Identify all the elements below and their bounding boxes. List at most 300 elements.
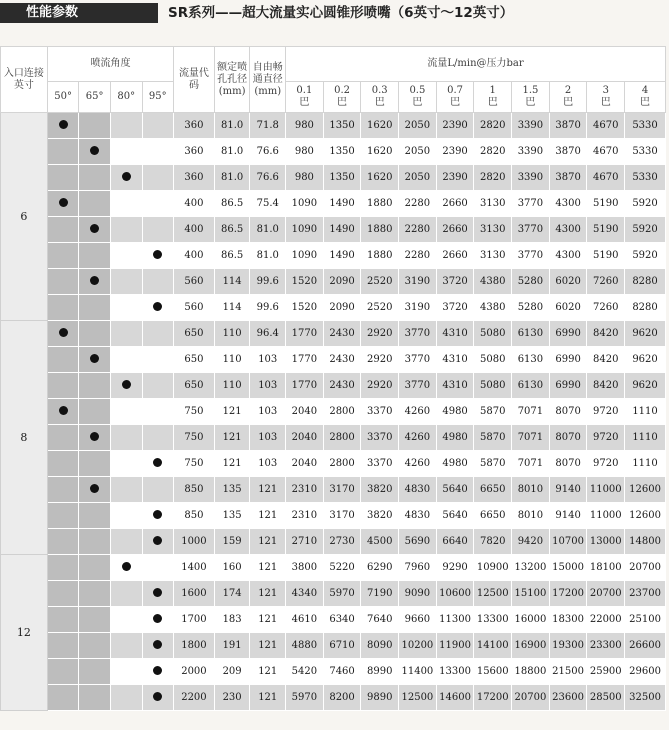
- flow-cell: 2820: [474, 165, 512, 191]
- angle-cell: [79, 295, 111, 321]
- angle-marker-dot-icon: [90, 432, 99, 441]
- flow-cell: 6020: [549, 295, 587, 321]
- flow-cell: 13000: [587, 529, 625, 555]
- flow-cell: 3370: [361, 425, 399, 451]
- pressure-unit: 巴: [600, 97, 611, 108]
- orifice-cell: 121: [214, 451, 250, 477]
- flow-cell: 4980: [436, 425, 474, 451]
- pressure-value: 1: [489, 85, 496, 96]
- flow-cell: 2520: [361, 269, 399, 295]
- spray-angle-header: 喷流角度: [47, 47, 173, 82]
- angle-marker-dot-icon: [153, 640, 162, 649]
- flow-cell: 3720: [436, 269, 474, 295]
- passage-cell: 103: [250, 347, 286, 373]
- orifice-cell: 110: [214, 347, 250, 373]
- table-row: [1, 399, 666, 425]
- flow-cell: 5330: [625, 165, 666, 191]
- orifice-cell: 209: [214, 659, 250, 685]
- table-row: [1, 321, 666, 347]
- flow-cell: 5970: [323, 581, 361, 607]
- angle-cell: [79, 555, 111, 581]
- pressure-header-9: [625, 82, 666, 113]
- pressure-value: 0.2: [334, 85, 350, 96]
- angle-cell: [47, 607, 79, 633]
- orifice-cell: 174: [214, 581, 250, 607]
- orifice-cell: 160: [214, 555, 250, 581]
- flow-cell: 25100: [625, 607, 666, 633]
- flow-cell: 5970: [286, 685, 324, 711]
- pressure-value: 2: [564, 85, 572, 96]
- flow-cell: 1520: [286, 269, 324, 295]
- angle-cell: [47, 555, 79, 581]
- flow-cell: 5190: [587, 217, 625, 243]
- section-tag: 性能参数: [0, 3, 158, 23]
- flow-cell: 26600: [625, 633, 666, 659]
- angle-cell: [79, 243, 111, 269]
- flow-cell: 4670: [587, 165, 625, 191]
- flow-cell: 2050: [399, 165, 437, 191]
- flow-cell: 2430: [323, 321, 361, 347]
- flow-cell: 8280: [625, 269, 666, 295]
- flow-cell: 5640: [436, 503, 474, 529]
- flow-cell: 3370: [361, 399, 399, 425]
- flow-cell: 4310: [436, 347, 474, 373]
- flow-cell: 4380: [474, 295, 512, 321]
- flow-cell: 1110: [625, 399, 666, 425]
- passage-cell: 76.6: [250, 165, 286, 191]
- angle-marker-dot-icon: [59, 120, 68, 129]
- angle-marker-dot-icon: [153, 692, 162, 701]
- flow-cell: 18100: [587, 555, 625, 581]
- flow-cell: 6640: [436, 529, 474, 555]
- flow-cell: 2800: [323, 425, 361, 451]
- flow-cell: 7640: [361, 607, 399, 633]
- orifice-cell: 86.5: [214, 191, 250, 217]
- flow-cell: 1520: [286, 295, 324, 321]
- flow-cell: 8010: [512, 477, 550, 503]
- passage-cell: 99.6: [250, 295, 286, 321]
- pressure-value: 0.1: [296, 85, 313, 96]
- angle-cell: [47, 139, 79, 165]
- orifice-cell: 159: [214, 529, 250, 555]
- flow-cell: 14600: [436, 685, 474, 711]
- table-row: [1, 659, 666, 685]
- flow-cell: 4380: [474, 269, 512, 295]
- angle-cell: [47, 165, 79, 191]
- angle-cell: [142, 295, 174, 321]
- flow-cell: 1620: [361, 165, 399, 191]
- table-row: [1, 243, 666, 269]
- flow-cell: 2390: [436, 165, 474, 191]
- flow-cell: 10700: [549, 529, 587, 555]
- flow-cell: 9420: [512, 529, 550, 555]
- flow-code-cell: 1700: [174, 607, 215, 633]
- flow-cell: 11000: [587, 503, 625, 529]
- angle-cell: [110, 581, 142, 607]
- flow-cell: 7260: [587, 295, 625, 321]
- angle-cell: [142, 347, 174, 373]
- flow-cell: 2660: [436, 217, 474, 243]
- flow-cell: 7190: [361, 581, 399, 607]
- flow-cell: 9620: [625, 373, 666, 399]
- angle-cell: [110, 477, 142, 503]
- flow-cell: 12500: [399, 685, 437, 711]
- flow-cell: 4880: [286, 633, 324, 659]
- angle-cell: [47, 633, 79, 659]
- flow-cell: 2390: [436, 139, 474, 165]
- pressure-unit: 巴: [337, 97, 348, 108]
- flow-cell: 6710: [323, 633, 361, 659]
- angle-marker-dot-icon: [153, 250, 162, 259]
- flow-code-cell: 400: [174, 243, 215, 269]
- page-header: [0, 0, 669, 28]
- orifice-cell: 86.5: [214, 243, 250, 269]
- passage-cell: 121: [250, 581, 286, 607]
- flow-cell: 5870: [474, 451, 512, 477]
- passage-cell: 103: [250, 373, 286, 399]
- flow-cell: 2430: [323, 373, 361, 399]
- angle-marker-dot-icon: [59, 406, 68, 415]
- flow-cell: 4300: [549, 243, 587, 269]
- flow-cell: 7820: [474, 529, 512, 555]
- flow-cell: 8070: [549, 399, 587, 425]
- flow-cell: 3390: [512, 165, 550, 191]
- angle-cell: [47, 243, 79, 269]
- angle-cell: [142, 373, 174, 399]
- orifice-cell: 191: [214, 633, 250, 659]
- angle-cell: [142, 139, 174, 165]
- angle-header-1: 65°: [79, 82, 111, 113]
- flow-cell: 5870: [474, 425, 512, 451]
- page-title: SR系列——超大流量实心圆锥形喷嘴（6英寸～12英寸）: [168, 5, 514, 21]
- flow-cell: 980: [286, 165, 324, 191]
- flow-cell: 20700: [625, 555, 666, 581]
- pressure-unit: 巴: [412, 97, 423, 108]
- table-row: [1, 503, 666, 529]
- angle-cell: [79, 347, 111, 373]
- passage-cell: 96.4: [250, 321, 286, 347]
- flow-cell: 3800: [286, 555, 324, 581]
- angle-cell: [110, 295, 142, 321]
- angle-cell: [47, 217, 79, 243]
- orifice-cell: 230: [214, 685, 250, 711]
- angle-cell: [142, 555, 174, 581]
- angle-cell: [142, 477, 174, 503]
- angle-header-2: 80°: [110, 82, 142, 113]
- orifice-cell: 135: [214, 503, 250, 529]
- passage-cell: 103: [250, 425, 286, 451]
- passage-cell: 99.6: [250, 269, 286, 295]
- flow-cell: 18800: [512, 659, 550, 685]
- flow-cell: 32500: [625, 685, 666, 711]
- flow-cell: 2040: [286, 425, 324, 451]
- pressure-unit: 巴: [374, 97, 385, 108]
- flow-cell: 1490: [323, 191, 361, 217]
- flow-cell: 2280: [399, 217, 437, 243]
- angle-cell: [79, 529, 111, 555]
- angle-cell: [110, 269, 142, 295]
- flow-cell: 4300: [549, 217, 587, 243]
- flow-cell: 9090: [399, 581, 437, 607]
- flow-cell: 8070: [549, 425, 587, 451]
- angle-marker-dot-icon: [153, 588, 162, 597]
- angle-marker-dot-icon: [153, 458, 162, 467]
- flow-cell: 3370: [361, 451, 399, 477]
- flow-cell: 11000: [587, 477, 625, 503]
- angle-cell: [79, 503, 111, 529]
- angle-cell: [79, 139, 111, 165]
- flow-code-cell: 360: [174, 113, 215, 139]
- angle-cell: [110, 503, 142, 529]
- flow-code-cell: 360: [174, 165, 215, 191]
- pressure-header-8: [587, 82, 625, 113]
- angle-cell: [110, 373, 142, 399]
- angle-cell: [110, 633, 142, 659]
- flow-cell: 9620: [625, 321, 666, 347]
- orifice-cell: 86.5: [214, 217, 250, 243]
- angle-cell: [47, 659, 79, 685]
- angle-marker-dot-icon: [122, 562, 131, 571]
- angle-marker-dot-icon: [59, 328, 68, 337]
- flow-cell: 20700: [512, 685, 550, 711]
- angle-cell: [47, 451, 79, 477]
- flow-cell: 3170: [323, 477, 361, 503]
- table-row: [1, 451, 666, 477]
- flow-cell: 3820: [361, 503, 399, 529]
- flow-cell: 9620: [625, 347, 666, 373]
- flow-cell: 4830: [399, 477, 437, 503]
- flow-cell: 2050: [399, 139, 437, 165]
- flow-cell: 2310: [286, 503, 324, 529]
- orifice-cell: 114: [214, 295, 250, 321]
- flow-cell: 6290: [361, 555, 399, 581]
- flow-cell: 10600: [436, 581, 474, 607]
- angle-cell: [79, 659, 111, 685]
- orifice-cell: 114: [214, 269, 250, 295]
- table-row: [1, 581, 666, 607]
- angle-cell: [142, 685, 174, 711]
- flow-code-cell: 1800: [174, 633, 215, 659]
- angle-cell: [142, 529, 174, 555]
- flow-cell: 3770: [512, 243, 550, 269]
- flow-code-cell: 750: [174, 425, 215, 451]
- flow-cell: 1090: [286, 191, 324, 217]
- angle-cell: [79, 685, 111, 711]
- passage-cell: 121: [250, 633, 286, 659]
- flow-cell: 11300: [436, 607, 474, 633]
- angle-cell: [142, 425, 174, 451]
- flow-cell: 9720: [587, 399, 625, 425]
- angle-cell: [110, 165, 142, 191]
- angle-cell: [79, 451, 111, 477]
- flow-cell: 2280: [399, 191, 437, 217]
- flow-cell: 10900: [474, 555, 512, 581]
- flow-cell: 12600: [625, 477, 666, 503]
- flow-cell: 1350: [323, 165, 361, 191]
- flow-cell: 1880: [361, 217, 399, 243]
- table-row: [1, 139, 666, 165]
- flow-cell: 1880: [361, 243, 399, 269]
- flow-cell: 1110: [625, 451, 666, 477]
- angle-cell: [110, 451, 142, 477]
- flow-cell: 3770: [399, 347, 437, 373]
- pressure-unit: 巴: [563, 97, 574, 108]
- flow-code-cell: 650: [174, 321, 215, 347]
- passage-cell: 75.4: [250, 191, 286, 217]
- flow-cell: 4670: [587, 113, 625, 139]
- flow-cell: 980: [286, 139, 324, 165]
- flow-code-cell: 560: [174, 269, 215, 295]
- flow-cell: 4830: [399, 503, 437, 529]
- angle-cell: [47, 503, 79, 529]
- flow-cell: 4980: [436, 451, 474, 477]
- angle-cell: [110, 243, 142, 269]
- flow-cell: 21500: [549, 659, 587, 685]
- flow-cell: 3870: [549, 139, 587, 165]
- angle-cell: [142, 269, 174, 295]
- flow-cell: 2040: [286, 399, 324, 425]
- angle-marker-dot-icon: [153, 536, 162, 545]
- flow-cell: 4260: [399, 399, 437, 425]
- angle-cell: [79, 165, 111, 191]
- flow-cell: 1770: [286, 373, 324, 399]
- angle-marker-dot-icon: [153, 614, 162, 623]
- angle-marker-dot-icon: [90, 146, 99, 155]
- angle-cell: [142, 503, 174, 529]
- flow-cell: 17200: [474, 685, 512, 711]
- angle-header-0: 50°: [47, 82, 79, 113]
- inlet-size-cell: 12: [1, 555, 48, 711]
- angle-cell: [142, 165, 174, 191]
- flow-cell: 1620: [361, 113, 399, 139]
- flow-cell: 1350: [323, 139, 361, 165]
- pressure-value: 4: [641, 85, 649, 96]
- table-row: [1, 555, 666, 581]
- flow-cell: 16900: [512, 633, 550, 659]
- flow-cell: 2050: [399, 113, 437, 139]
- pressure-header-5: [474, 82, 512, 113]
- passage-cell: 76.6: [250, 139, 286, 165]
- flow-code-cell: 1400: [174, 555, 215, 581]
- flow-cell: 3720: [436, 295, 474, 321]
- flow-cell: 8010: [512, 503, 550, 529]
- flow-cell: 6130: [512, 373, 550, 399]
- angle-cell: [142, 191, 174, 217]
- flow-cell: 12600: [625, 503, 666, 529]
- flow-cell: 2040: [286, 451, 324, 477]
- angle-cell: [110, 321, 142, 347]
- angle-cell: [47, 347, 79, 373]
- flow-code-cell: 360: [174, 139, 215, 165]
- flow-cell: 2280: [399, 243, 437, 269]
- flow-cell: 3190: [399, 269, 437, 295]
- angle-cell: [47, 321, 79, 347]
- pressure-header-3: [399, 82, 437, 113]
- pressure-unit: 巴: [450, 97, 461, 108]
- flow-cell: 8090: [361, 633, 399, 659]
- passage-cell: 121: [250, 503, 286, 529]
- angle-cell: [79, 425, 111, 451]
- flow-cell: 5330: [625, 139, 666, 165]
- orifice-cell: 81.0: [214, 139, 250, 165]
- flow-code-cell: 2200: [174, 685, 215, 711]
- flow-cell: 15000: [549, 555, 587, 581]
- flow-cell: 2920: [361, 373, 399, 399]
- flow-cell: 8420: [587, 321, 625, 347]
- flow-cell: 8070: [549, 451, 587, 477]
- angle-cell: [110, 347, 142, 373]
- passage-cell: 121: [250, 607, 286, 633]
- orifice-diameter-header: 额定喷孔孔径(mm): [214, 47, 250, 113]
- angle-cell: [79, 477, 111, 503]
- flow-code-cell: 750: [174, 399, 215, 425]
- flow-rate-header: 流量L/min@压力bar: [286, 47, 666, 82]
- flow-cell: 4340: [286, 581, 324, 607]
- flow-cell: 3870: [549, 165, 587, 191]
- flow-cell: 1490: [323, 217, 361, 243]
- flow-cell: 2390: [436, 113, 474, 139]
- angle-cell: [79, 269, 111, 295]
- flow-cell: 15600: [474, 659, 512, 685]
- angle-cell: [47, 581, 79, 607]
- flow-cell: 6020: [549, 269, 587, 295]
- flow-code-cell: 750: [174, 451, 215, 477]
- flow-cell: 5640: [436, 477, 474, 503]
- angle-marker-dot-icon: [90, 276, 99, 285]
- flow-cell: 9890: [361, 685, 399, 711]
- table-row: [1, 685, 666, 711]
- table-row: [1, 217, 666, 243]
- flow-cell: 5080: [474, 347, 512, 373]
- angle-cell: [110, 399, 142, 425]
- angle-cell: [142, 217, 174, 243]
- angle-cell: [110, 425, 142, 451]
- flow-cell: 22000: [587, 607, 625, 633]
- flow-cell: 8280: [625, 295, 666, 321]
- flow-cell: 4610: [286, 607, 324, 633]
- orifice-cell: 121: [214, 425, 250, 451]
- flow-code-cell: 1600: [174, 581, 215, 607]
- angle-cell: [142, 321, 174, 347]
- flow-cell: 7960: [399, 555, 437, 581]
- flow-cell: 13200: [512, 555, 550, 581]
- flow-cell: 2730: [323, 529, 361, 555]
- angle-cell: [110, 555, 142, 581]
- flow-cell: 15100: [512, 581, 550, 607]
- orifice-cell: 183: [214, 607, 250, 633]
- table-row: [1, 607, 666, 633]
- pressure-unit: 巴: [299, 97, 310, 108]
- angle-cell: [110, 659, 142, 685]
- flow-cell: 9660: [399, 607, 437, 633]
- flow-cell: 9720: [587, 451, 625, 477]
- flow-cell: 2920: [361, 321, 399, 347]
- flow-cell: 2660: [436, 243, 474, 269]
- flow-cell: 5280: [512, 269, 550, 295]
- passage-cell: 81.0: [250, 243, 286, 269]
- pressure-header-6: [512, 82, 550, 113]
- flow-cell: 8200: [323, 685, 361, 711]
- flow-cell: 4980: [436, 399, 474, 425]
- flow-cell: 1770: [286, 321, 324, 347]
- angle-cell: [47, 477, 79, 503]
- pressure-unit: 巴: [487, 97, 498, 108]
- angle-marker-dot-icon: [153, 666, 162, 675]
- angle-cell: [110, 529, 142, 555]
- angle-cell: [47, 685, 79, 711]
- flow-cell: 5220: [323, 555, 361, 581]
- passage-cell: 71.8: [250, 113, 286, 139]
